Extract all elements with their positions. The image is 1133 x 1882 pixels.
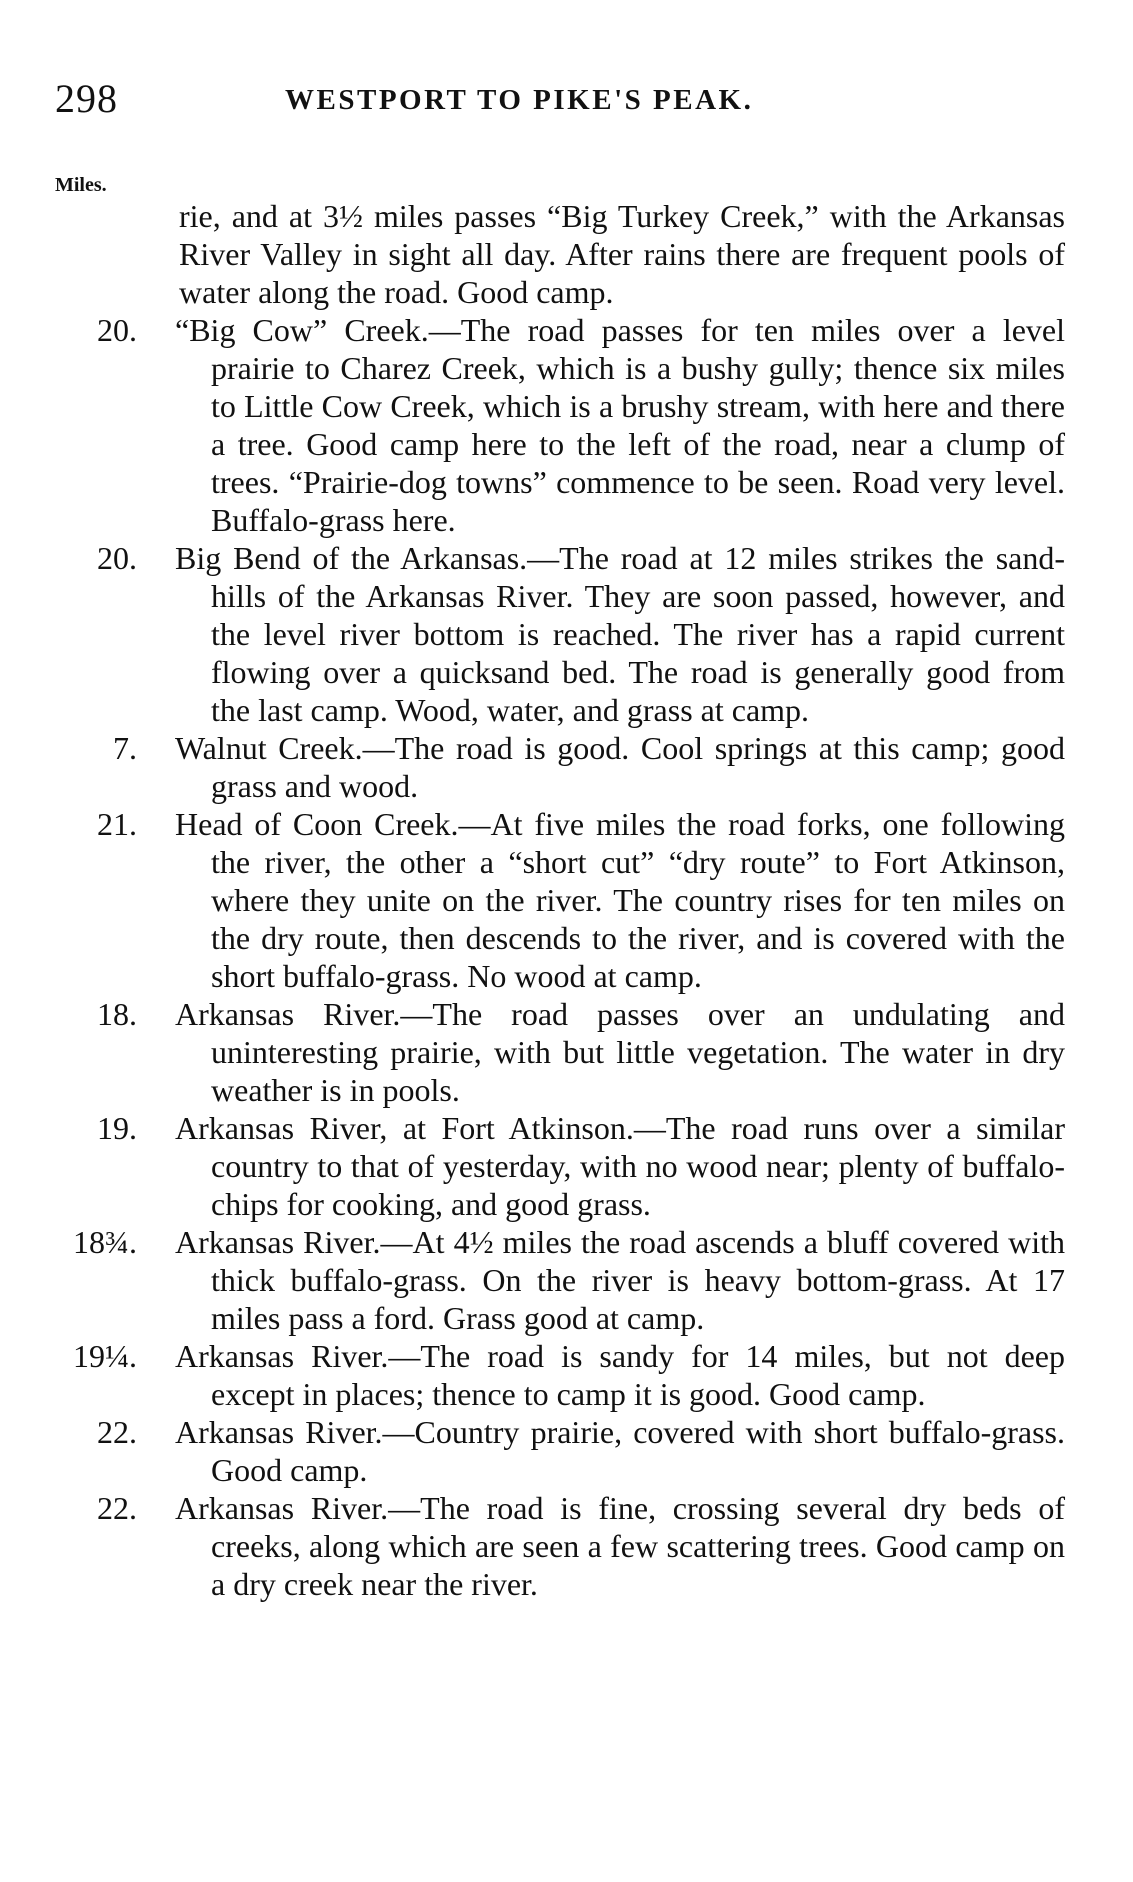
entry-text: Big Bend of the Arkansas.—The road at 12 miles strikes the sand-hills of the Arkansas River. They are soon passed, however, and the level river bottom is reached. The river has a rapid current flowing over a quicksand bed. The road is generally good from the last camp. Wood, water, and grass at camp. bbox=[175, 540, 1065, 728]
entry-miles: 19¼. bbox=[73, 1338, 137, 1374]
continued-paragraph bbox=[55, 197, 1065, 311]
entry-miles: 22. bbox=[97, 1414, 137, 1450]
itinerary-entry bbox=[55, 1109, 1065, 1223]
entry-text: Arkansas River.—At 4½ miles the road ascends a bluff covered with thick buffalo-grass. On the river is heavy bottom-grass. At 17 miles pass a ford. Grass good at camp. bbox=[175, 1224, 1065, 1336]
page-number: 298 bbox=[55, 76, 118, 121]
entry-text: Head of Coon Creek.—At five miles the road forks, one following the river, the other a “short cut” “dry route” to Fort Atkinson, where they unite on the river. The country rises for ten miles on the dry route, then descends to the river, and is covered with the short buffalo-grass. No wood at camp. bbox=[175, 806, 1065, 994]
itinerary-entry bbox=[55, 805, 1065, 995]
entry-text: Arkansas River, at Fort Atkinson.—The road runs over a similar country to that of yesterday, with no wood near; plenty of buffalo-chips for cooking, and good grass. bbox=[175, 1110, 1065, 1222]
entry-text: “Big Cow” Creek.—The road passes for ten miles over a level prairie to Charez Creek, which is a bushy gully; thence six miles to Little Cow Creek, which is a brushy stream, with here and there a tree. Good camp here to the left of the road, near a clump of trees. “Prairie-dog towns” commence to be seen. Road very level. Buffalo-grass here. bbox=[175, 312, 1065, 538]
entry-text: Arkansas River.—The road is sandy for 14 miles, but not deep except in places; thence to camp it is good. Good camp. bbox=[175, 1338, 1065, 1412]
entry-text: Walnut Creek.—The road is good. Cool springs at this camp; good grass and wood. bbox=[175, 730, 1065, 804]
entry-miles: 18¾. bbox=[73, 1224, 137, 1260]
itinerary-entry bbox=[55, 995, 1065, 1109]
entry-text: Arkansas River.—The road passes over an undulating and uninteresting prairie, with but little vegetation. The water in dry weather is in pools. bbox=[175, 996, 1065, 1108]
page-title: WESTPORT TO PIKE'S PEAK. bbox=[285, 84, 754, 116]
itinerary-entry bbox=[55, 1223, 1065, 1337]
entry-text: Arkansas River.—The road is fine, crossing several dry beds of creeks, along which are seen a few scattering trees. Good camp on a dry creek near the river. bbox=[175, 1490, 1065, 1602]
entry-miles: 19. bbox=[97, 1110, 137, 1146]
entry-miles: 20. bbox=[97, 312, 137, 348]
entry-miles: 18. bbox=[97, 996, 137, 1032]
entry-miles: 7. bbox=[113, 730, 137, 766]
itinerary-entry bbox=[55, 729, 1065, 805]
entry-miles: 21. bbox=[97, 806, 137, 842]
itinerary-text bbox=[55, 197, 1065, 1603]
running-head bbox=[55, 74, 1065, 124]
miles-column-label: Miles. bbox=[55, 174, 107, 196]
itinerary-entry bbox=[55, 539, 1065, 729]
entry-text: Arkansas River.—Country prairie, covered with short buffalo-grass. Good camp. bbox=[175, 1414, 1065, 1488]
itinerary-entry bbox=[55, 1489, 1065, 1603]
itinerary-entry bbox=[55, 311, 1065, 539]
entry-miles: 20. bbox=[97, 540, 137, 576]
entry-miles: 22. bbox=[97, 1490, 137, 1526]
itinerary-entry bbox=[55, 1337, 1065, 1413]
entry-text: rie, and at 3½ miles passes “Big Turkey Creek,” with the Arkansas River Valley in sight all day. After rains there are frequent pools of water along the road. Good camp. bbox=[179, 198, 1065, 310]
itinerary-entry bbox=[55, 1413, 1065, 1489]
